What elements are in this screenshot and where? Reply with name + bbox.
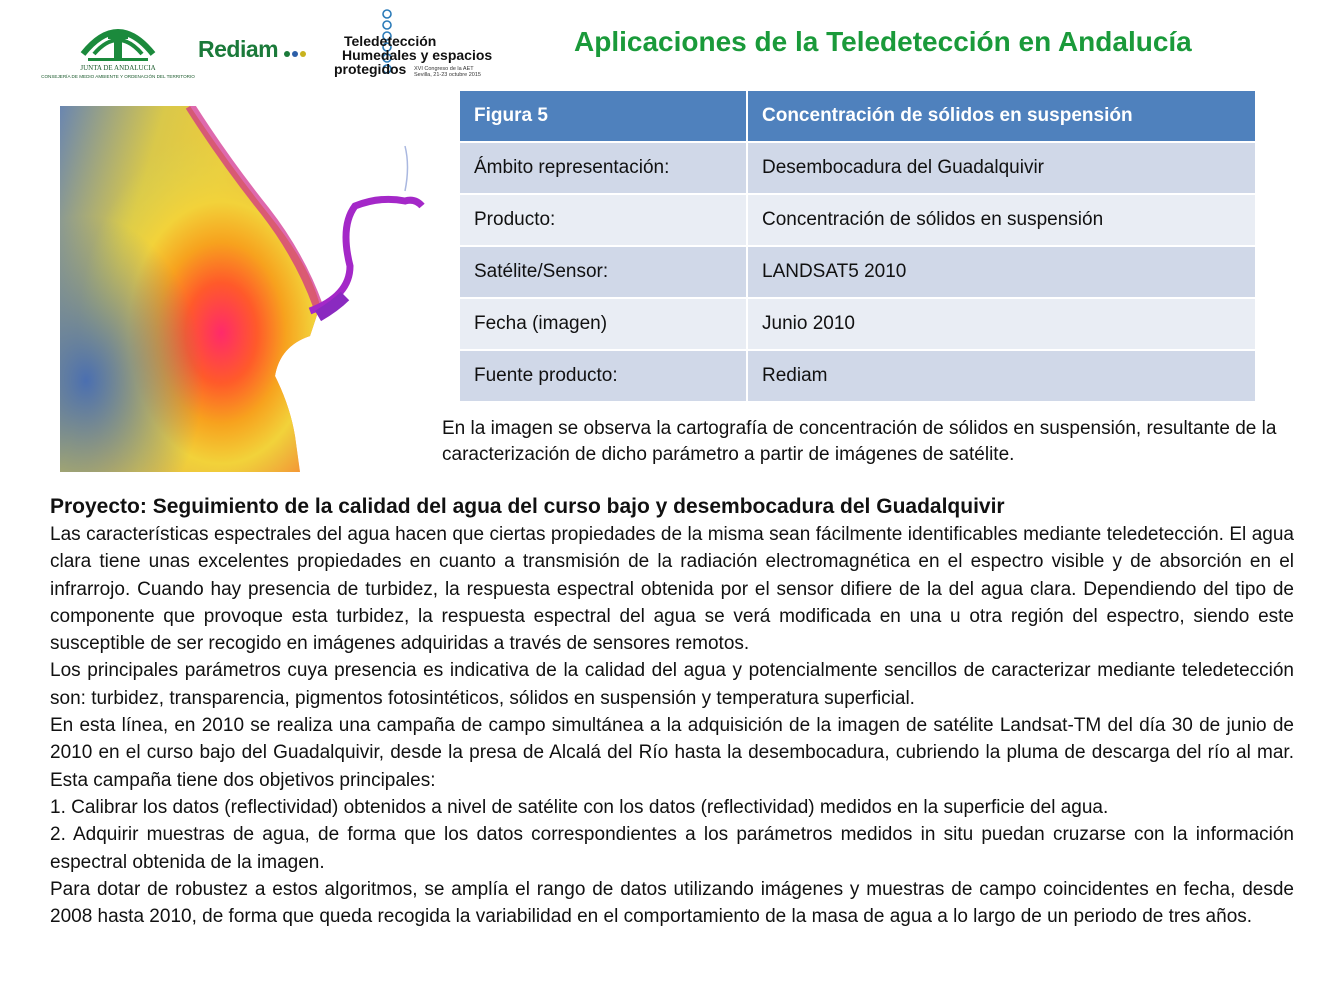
row-label: Ámbito representación: xyxy=(460,142,747,194)
body-paragraph: Los principales parámetros cuya presencia es indicativa de la calidad del agua y potencialmente sencillos de caracterizar mediante teledetección son: turbidez, transparencia, pigmentos fotosintéticos, sólidos en suspensión y temperatura superficial. xyxy=(50,660,1294,709)
congreso-line-2: Humedales y espacios xyxy=(342,47,493,63)
row-label: Producto: xyxy=(460,194,747,246)
row-value: Concentración de sólidos en suspensión xyxy=(747,194,1255,246)
figure-info-table xyxy=(460,91,1255,403)
row-value: Desembocadura del Guadalquivir xyxy=(747,142,1255,194)
rediam-logo xyxy=(198,36,318,70)
svg-text:JUNTA DE ANDALUCIA: JUNTA DE ANDALUCIA xyxy=(80,64,156,72)
rediam-logo-text: Rediam xyxy=(198,36,279,62)
row-value: Rediam xyxy=(747,350,1255,402)
figure-caption: En la imagen se observa la cartografía de concentración de sólidos en suspensión, resultante de la caracterización de dicho parámetro a partir de imágenes de satélite. xyxy=(442,418,1277,465)
project-title: Proyecto: Seguimiento de la calidad del agua del curso bajo y desembocadura del Guadalquivir xyxy=(50,495,1005,518)
project-section xyxy=(50,493,1294,930)
body-paragraph: 2. Adquirir muestras de agua, de forma que los datos correspondientes a los parámetros medidos in situ puedan cruzarse con la información espectral obtenida de la imagen. xyxy=(50,824,1294,873)
table-row xyxy=(460,194,1255,246)
body-paragraph: Las características espectrales del agua hacen que ciertas propiedades de la misma sean fácilmente identificables mediante teledetección. El agua clara tiene unas excelentes propiedades en cuanto a transmisión de la radiación electromagnética en el espectro visible y de absorción en el infrarrojo. Cuando hay presencia de turbidez, la respuesta espectral obtenida por el sensor difiere de la del agua clara. Dependiendo del tipo de componente que provoque esta turbidez, la respuesta espectral del agua se verá modificada en una u otra región del espectro, siendo este susceptible de ser recogido en imágenes adquiridas a través de sensores remotos. xyxy=(50,524,1294,655)
figure-label: Figura 5 xyxy=(460,91,747,142)
svg-text:CONSEJERÍA DE MEDIO AMBIENTE Y: CONSEJERÍA DE MEDIO AMBIENTE Y ORDENACIÓN DEL TERRITORIO xyxy=(41,74,195,79)
table-row xyxy=(460,298,1255,350)
congreso-aet-logo xyxy=(334,8,504,80)
row-value: LANDSAT5 2010 xyxy=(747,246,1255,298)
table-row xyxy=(460,142,1255,194)
row-label: Fuente producto: xyxy=(460,350,747,402)
row-label: Fecha (imagen) xyxy=(460,298,747,350)
rediam-dots-icon xyxy=(282,44,306,62)
body-paragraph: Para dotar de robustez a estos algoritmos, se amplía el rango de datos utilizando imágenes y muestras de campo coincidentes en fecha, desde 2008 hasta 2010, de forma que queda recogida la variabilidad en el comportamiento de la masa de agua a lo largo de un periodo de tres años. xyxy=(50,878,1294,928)
row-value: Junio 2010 xyxy=(747,298,1255,350)
table-header-row xyxy=(460,91,1255,142)
table-row xyxy=(460,246,1255,298)
row-label: Satélite/Sensor: xyxy=(460,246,747,298)
suspended-solids-map-image xyxy=(60,106,428,472)
congreso-line-1: Teledetección xyxy=(344,33,437,49)
congreso-line-3: protegidos xyxy=(334,61,407,77)
congreso-small-1: XVI Congreso de la AET xyxy=(414,66,474,72)
congreso-small-2: Sevilla, 21-23 octubre 2015 xyxy=(414,72,481,78)
table-row xyxy=(460,350,1255,402)
page-title: Aplicaciones de la Teledetección en Andalucía xyxy=(574,26,1192,57)
junta-andalucia-logo xyxy=(38,14,198,84)
body-paragraph: 1. Calibrar los datos (reflectividad) obtenidos a nivel de satélite con los datos (reflectividad) medidos en la superficie del agua. xyxy=(50,796,1109,818)
body-paragraph: En esta línea, en 2010 se realiza una campaña de campo simultánea a la adquisición de la imagen de satélite Landsat-TM del día 30 de junio de 2010 en el curso bajo del Guadalquivir, desde la presa de Alcalá del Río hasta la desembocadura, cubriendo la pluma de descarga del río al mar. Esta campaña tiene dos objetivos principales: xyxy=(50,715,1294,791)
figure-title: Concentración de sólidos en suspensión xyxy=(747,91,1255,142)
